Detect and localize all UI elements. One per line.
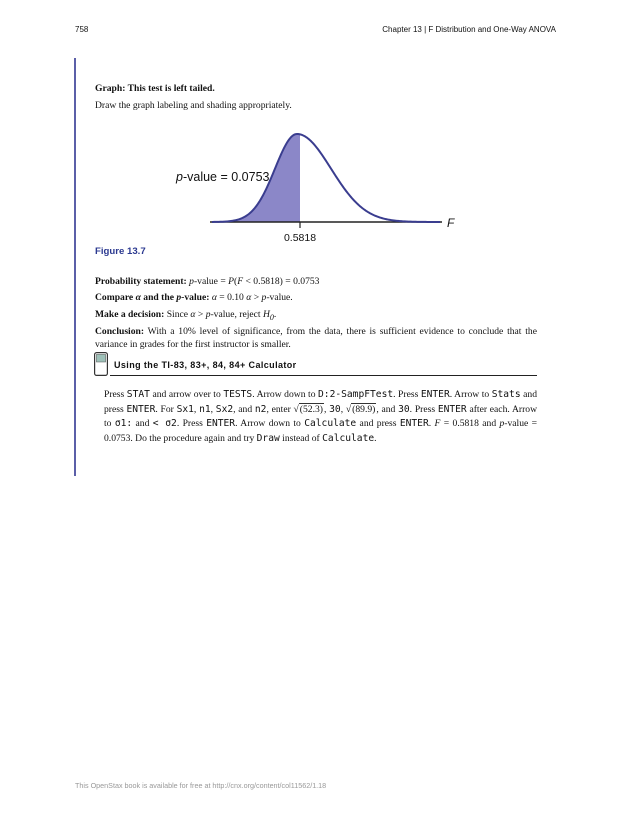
probability-statement: Probability statement: p-value = P(F < 0.5818) = 0.0753 bbox=[95, 276, 320, 287]
page-number: 758 bbox=[75, 25, 89, 34]
figure-caption: Figure 13.7 bbox=[95, 246, 146, 257]
tick-label: 0.5818 bbox=[283, 232, 317, 244]
f-distribution-graph bbox=[150, 120, 470, 250]
footer-text: This OpenStax book is available for free at http://cnx.org/content/col11562/1.18 bbox=[75, 781, 327, 790]
graph-instruction: Draw the graph labeling and shading appropriately. bbox=[95, 100, 292, 111]
axis-label-f: F bbox=[447, 216, 455, 230]
graph-heading: Graph: This test is left tailed. bbox=[95, 83, 215, 94]
decision-statement: Make a decision: Since α > p-value, reject $H_0$. bbox=[95, 309, 277, 322]
running-head: Chapter 13 | F Distribution and One-Way ANOVA bbox=[382, 25, 556, 34]
calculator-section-title: Using the TI-83, 83+, 84, 84+ Calculator bbox=[114, 360, 297, 370]
calculator-icon bbox=[94, 352, 108, 376]
key-stat: STAT bbox=[126, 389, 150, 400]
section-rule bbox=[74, 58, 76, 476]
compare-statement: Compare α and the p-value: α = 0.10 α > p-value. bbox=[95, 292, 293, 303]
conclusion-statement: Conclusion: With a 10% level of significance, from the data, there is sufficient evidence to conclude that the variance in grades for the first instructor is smaller. bbox=[95, 326, 537, 350]
calculator-instructions: Press STAT and arrow over to TESTS. Arrow down to D:2-SampFTest. Press ENTER. Arrow to Stats and press ENTER. For Sx1, n1, Sx2, and n2, enter √(52.3), 30, √(89.9), and 30. Press ENTER after each. Arrow to σ1: and < σ2. Press ENTER. Arrow down to Calculate and press ENTER. F = 0.5818 and p-value = 0.0753. Do the procedure again and try Draw instead of Calculate. bbox=[104, 389, 538, 444]
sqrt-52-3: √(52.3) bbox=[293, 403, 323, 415]
p-value-annotation: p-value = 0.0753 bbox=[176, 170, 270, 184]
f-distribution-figure bbox=[150, 120, 470, 250]
sqrt-89-9: √(89.9) bbox=[345, 403, 376, 415]
calculator-title-rule bbox=[110, 375, 537, 376]
